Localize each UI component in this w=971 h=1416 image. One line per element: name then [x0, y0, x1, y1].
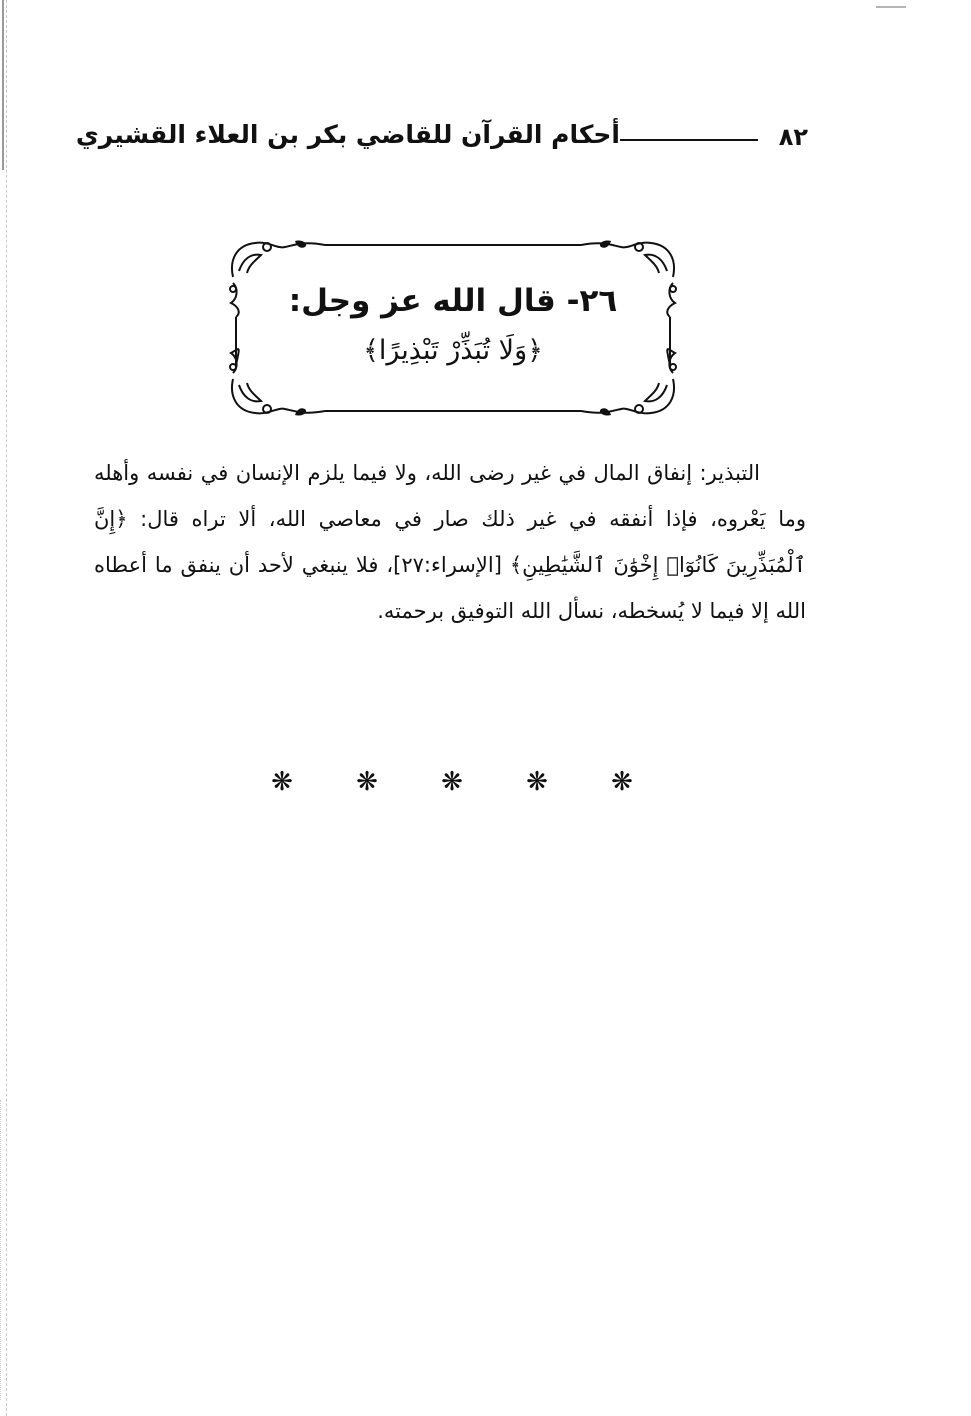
commentary-paragraph: التبذير: إنفاق المال في غير رضى الله، ولا فيما يلزم الإنسان في نفسه وأهله وما يَعْروه، فإذا أنفقه في غير ذلك صار في معاصي الله، ألا تراه قال: ﴿إِنَّ ٱلْمُبَذِّرِينَ كَانُوٓا۟ إِخْوَٰنَ ٱلشَّيَٰطِينِ﴾ [الإسراء:٢٧]، فلا ينبغي لأحد أن ينفق ما أعطاه الله إلا فيما لا يُسخطه، نسأل الله التوفيق برحمته. [94, 461, 806, 623]
section-separator [262, 762, 642, 802]
separator-star: ❋ [611, 767, 633, 797]
separator-star: ❋ [441, 767, 463, 797]
header-rule [620, 139, 758, 141]
scan-mark-top [876, 6, 906, 8]
page-number: ٨٢ [778, 123, 808, 151]
body-text [94, 450, 806, 634]
separator-star: ❋ [526, 767, 548, 797]
running-header [75, 118, 808, 158]
section-heading: ٢٦- قال الله عز وجل: [288, 283, 618, 319]
scan-margin-marks [0, 1100, 5, 1400]
scan-edge-line [2, 0, 4, 170]
book-title: أحكام القرآن للقاضي بكر بن العلاء القشيري [75, 120, 620, 149]
separator-star: ❋ [356, 767, 378, 797]
ornamental-frame [225, 237, 681, 419]
frame-border-ornament [225, 237, 681, 419]
separator-star: ❋ [271, 767, 293, 797]
quran-verse: ﴿وَلَا تُبَذِّرْ تَبْذِيرًا﴾ [363, 335, 543, 366]
